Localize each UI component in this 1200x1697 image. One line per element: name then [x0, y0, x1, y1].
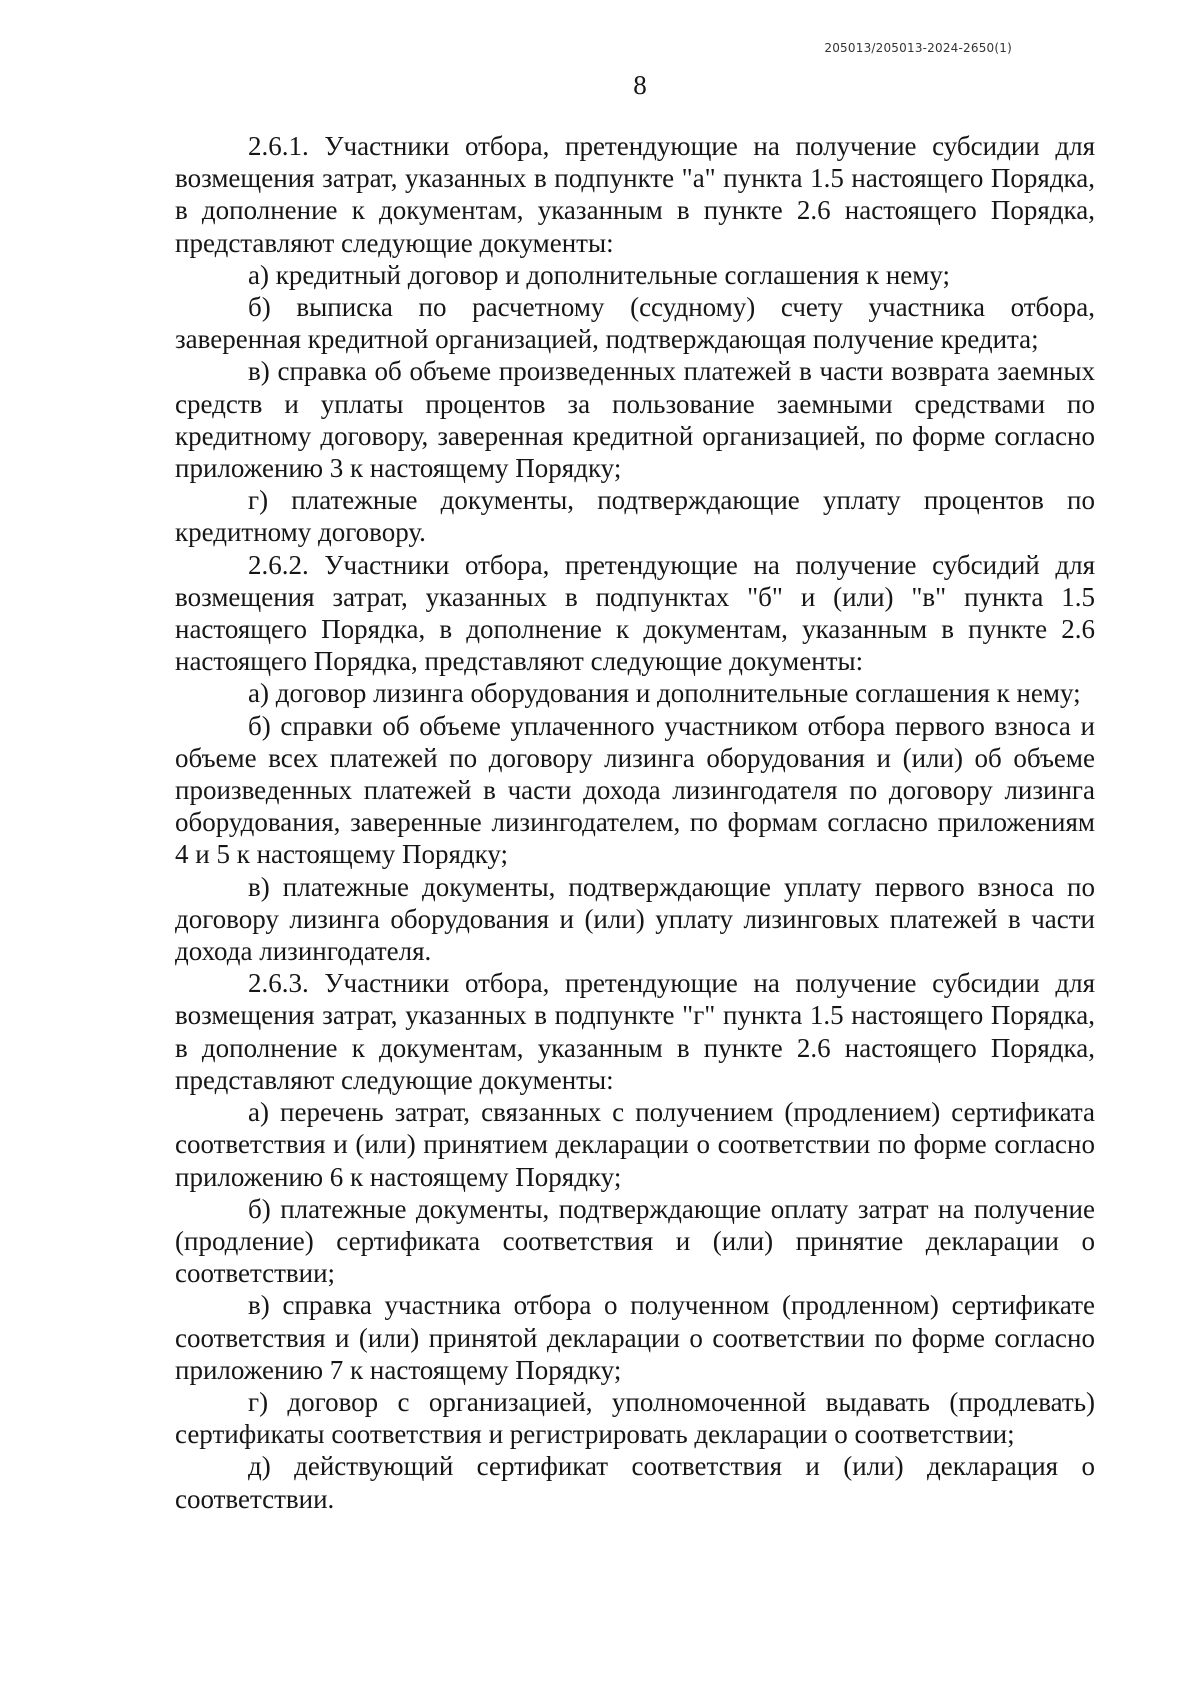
- paragraph-2-6-2: 2.6.2. Участники отбора, претендующие на получение субсидий для возмещения затрат, указанных в подпунктах "б" и (или) "в" пункта 1.5 настоящего Порядка, в дополнение к документам, указанным в пункте 2.6 настоящего Порядка, представляют следующие документы:: [175, 549, 1095, 677]
- list-item-v: в) справка участника отбора о полученном (продленном) сертификате соответствия и (или) принятой декларации о соответствии по форме согласно приложению 7 к настоящему Порядку;: [175, 1290, 1095, 1385]
- list-item-b: б) выписка по расчетному (ссудному) счету участника отбора, заверенная кредитной организацией, подтверждающая получение кредита;: [175, 292, 1095, 355]
- list-item-g: г) договор с организацией, уполномоченной выдавать (продлевать) сертификаты соответствия и регистрировать декларации о соответствии;: [175, 1386, 1095, 1450]
- paragraph-2-6-1: 2.6.1. Участники отбора, претендующие на получение субсидии для возмещения затрат, указанных в подпункте "а" пункта 1.5 настоящего Порядка, в дополнение к документам, указанным в пункте 2.6 настоящего Порядка, представляют следующие документы:: [175, 131, 1095, 258]
- list-item-v: в) платежные документы, подтверждающие уплату первого взноса по договору лизинга оборудования и (или) уплату лизинговых платежей в части дохода лизингодателя.: [175, 871, 1095, 967]
- list-item-g: г) платежные документы, подтверждающие уплату процентов по кредитному договору.: [175, 485, 1095, 548]
- list-item-a: а) кредитный договор и дополнительные соглашения к нему;: [248, 259, 951, 290]
- list-item-a: а) перечень затрат, связанных с получением (продлением) сертификата соответствия и (или) принятием декларации о соответствии по форме согласно приложению 6 к настоящему Порядку;: [175, 1097, 1095, 1192]
- list-item-d: д) действующий сертификат соответствия и (или) декларация о соответствии.: [175, 1451, 1095, 1514]
- paragraph-2-6-3: 2.6.3. Участники отбора, претендующие на получение субсидии для возмещения затрат, указанных в подпункте "г" пункта 1.5 настоящего Порядка, в дополнение к документам, указанным в пункте 2.6 настоящего Порядка, представляют следующие документы:: [175, 968, 1095, 1095]
- page-number: 8: [633, 70, 647, 100]
- document-registration-number: 205013/205013-2024-2650(1): [824, 41, 1012, 55]
- list-item-v: в) справка об объеме произведенных платежей в части возврата заемных средств и уплаты процентов за пользование заемными средствами по кредитному договору, заверенная кредитной организацией, по форме согласно приложению 3 к настоящему Порядку;: [175, 356, 1095, 484]
- list-item-b: б) платежные документы, подтверждающие оплату затрат на получение (продление) сертификата соответствия и (или) принятие декларации о соответствии;: [175, 1193, 1095, 1289]
- list-item-a: а) договор лизинга оборудования и дополнительные соглашения к нему;: [248, 678, 1081, 709]
- document-body: [175, 130, 1095, 1515]
- list-item-b: б) справки об объеме уплаченного участником отбора первого взноса и объеме всех платежей по договору лизинга оборудования и (или) об объеме произведенных платежей в части дохода лизингодателя по договору лизинга оборудования, заверенные лизингодателем, по формам согласно приложениям 4 и 5 к настоящему Порядку;: [175, 710, 1095, 870]
